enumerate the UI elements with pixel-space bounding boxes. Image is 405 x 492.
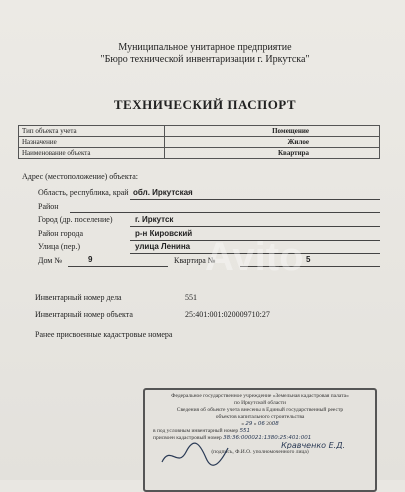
region-underline bbox=[130, 199, 380, 200]
stamp-name-handwritten: Кравченко Е.Д. bbox=[281, 442, 345, 449]
table-row bbox=[19, 137, 380, 148]
stamp-line-1: Федеральное государственное учреждение «Земельная кадастровая палата» bbox=[171, 393, 349, 399]
city-underline bbox=[130, 226, 380, 227]
stamp-date-month: 06 bbox=[257, 421, 265, 427]
org-line-2: "Бюро технической инвентаризации г. Иркутска" bbox=[100, 54, 310, 65]
apartment-label: Квартира № bbox=[174, 256, 216, 265]
address-heading: Адрес (местоположение) объекта: bbox=[22, 172, 138, 181]
stamp-inv-handwritten: 551 bbox=[239, 428, 251, 434]
stamp-date-year: 08 bbox=[271, 421, 279, 427]
district-label: Район bbox=[38, 202, 59, 211]
stamp-line-5-text: в под условным инвентарный номер bbox=[153, 428, 239, 434]
apartment-value: 5 bbox=[306, 255, 311, 264]
city-district-value: р-н Кировский bbox=[135, 229, 193, 238]
row-label: Назначение bbox=[19, 137, 165, 148]
stamp-line-7: (подпись, Ф.И.О. уполномоченного лица) bbox=[211, 449, 309, 455]
district-underline bbox=[70, 212, 380, 213]
organization-header bbox=[60, 42, 350, 66]
object-number-value: 25:401:001:020009710:27 bbox=[185, 310, 270, 319]
case-number-label: Инвентарный номер дела bbox=[35, 293, 122, 302]
region-value: обл. Иркутская bbox=[133, 188, 193, 197]
stamp-line-4: объектов капитального строительства bbox=[215, 414, 305, 420]
city-district-label: Район города bbox=[38, 229, 84, 238]
stamp-line-2: по Иркутской области bbox=[234, 400, 286, 406]
row-value: Помещение bbox=[165, 126, 380, 137]
org-line-1: Муниципальное унитарное предприятие bbox=[118, 42, 292, 53]
document-title: ТЕХНИЧЕСКИЙ ПАСПОРТ bbox=[113, 97, 297, 112]
object-type-table bbox=[18, 125, 380, 159]
row-value: Квартира bbox=[165, 148, 380, 159]
city-value: г. Иркутск bbox=[135, 215, 174, 224]
region-label: Область, республика, край bbox=[38, 188, 129, 197]
row-value: Жилое bbox=[165, 137, 380, 148]
house-label: Дом № bbox=[38, 256, 62, 265]
city-label: Город (др. поселение) bbox=[38, 215, 113, 224]
house-value: 9 bbox=[88, 255, 93, 264]
table-row bbox=[19, 148, 380, 159]
stamp-date-day: 29 bbox=[245, 421, 253, 427]
stamp-date: « 29 » 06 2008 bbox=[241, 421, 279, 427]
avito-watermark: Avito bbox=[205, 235, 304, 279]
street-label: Улица (пер.) bbox=[38, 242, 81, 251]
stamp-line-5 bbox=[145, 428, 375, 435]
case-number-value: 551 bbox=[185, 293, 197, 302]
house-underline bbox=[68, 266, 168, 267]
stamp-line-3: Сведения об объекте учета внесены в Единый государственный реестр bbox=[176, 407, 344, 413]
signature-icon bbox=[160, 440, 230, 470]
row-label: Тип объекта учета bbox=[19, 126, 165, 137]
stamp-line-6-text: присвоен кадастровый номер bbox=[153, 435, 222, 441]
table-row bbox=[19, 126, 380, 137]
stamp-cad-handwritten: 38:36:000021:1380:25:401:001 bbox=[223, 435, 312, 441]
row-label: Наименование объекта bbox=[19, 148, 165, 159]
street-value: улица Ленина bbox=[135, 242, 191, 251]
object-number-label: Инвентарный номер объекта bbox=[35, 310, 133, 319]
cadastral-label: Ранее присвоенные кадастровые номера bbox=[35, 330, 173, 339]
